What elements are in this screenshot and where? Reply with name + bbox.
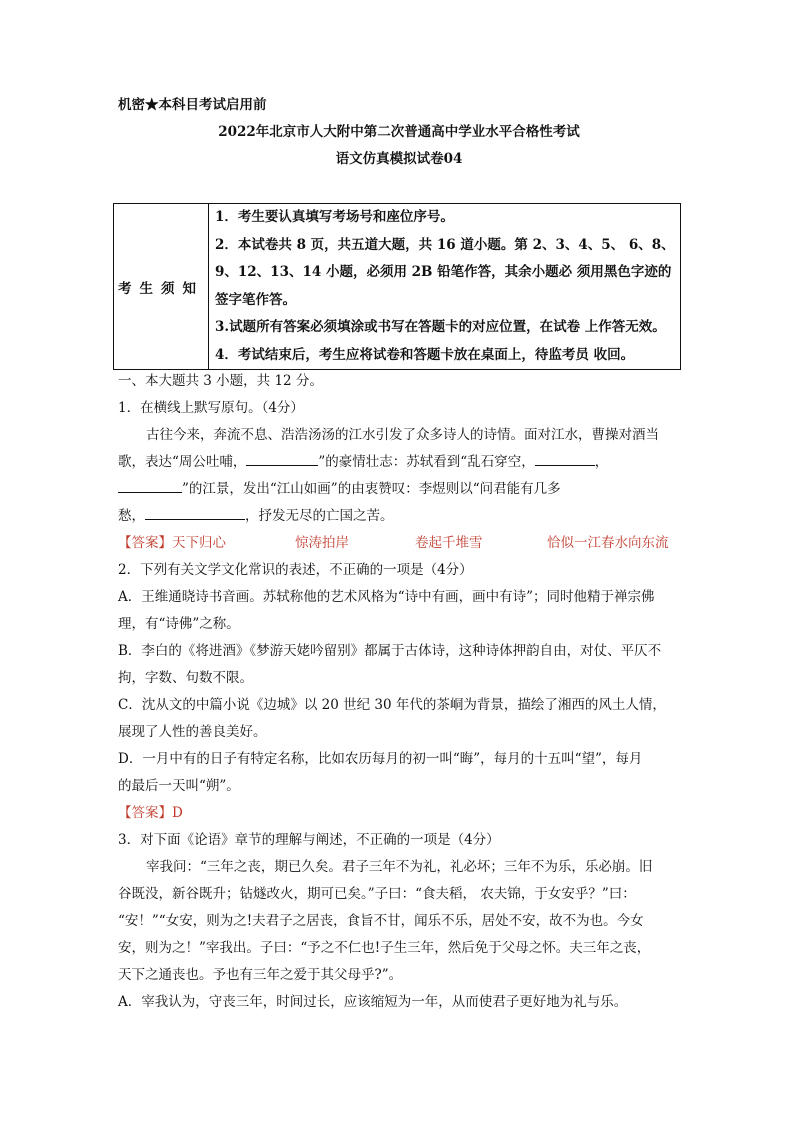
notice-label: 考生须知 (114, 204, 209, 370)
q2-stem: 2．下列有关文学文化常识的表述，不正确的一项是（4分） (118, 562, 473, 578)
notice-item: 2．本试卷共 8 页，共五道大题，共 16 道小题。第 2、3、4、5、 6、8、 (215, 236, 675, 253)
exam-title: 2022年北京市人大附中第二次普通高中学业水平合格性考试 (218, 124, 580, 140)
q2-answer-line (118, 800, 680, 827)
fill-blank[interactable] (246, 451, 318, 466)
q1-text: ，抒发无尽的亡国之苦。 (245, 508, 394, 524)
q2-option-line: D．一月中有的日子有特定名称，比如农历每月的初一叫“晦”，每月的十五叫“望”，每月 (118, 751, 643, 767)
q2-option-line: 理，有“诗佛”之称。 (118, 616, 240, 632)
q3-passage-line: 宰我问：“三年之丧，期已久矣。君子三年不为礼，礼必坏；三年不为乐，乐必崩。旧 (146, 859, 653, 875)
answer-value: D (172, 805, 183, 821)
fill-blank[interactable] (535, 451, 595, 466)
fill-blank[interactable] (145, 505, 245, 520)
q1-passage-line (118, 476, 680, 503)
q2-option-line: C．沈从文的中篇小说《边城》以 20 世纪 30 年代的茶峒为背景，描绘了湘西的风土人情， (118, 697, 666, 713)
confidential-note: 机密★本科目考试启用前 (118, 97, 267, 113)
notice-item: 4．考试结束后，考生应将试卷和答题卡放在桌面上，待监考员 收回。 (215, 346, 635, 363)
notice-item: 9、12、13、14 小题，必须用 2B 铅笔作答，其余小题必 须用黑色字迹的 (215, 264, 672, 280)
q1-text: ， (594, 454, 609, 470)
q2-option-line: A．王维通晓诗书音画。苏轼称他的艺术风格为“诗中有画，画中有诗”；同时他精于禅宗佛 (118, 589, 655, 605)
q1-answer-line (118, 530, 680, 557)
q1-text: 歌，表达“周公吐哺， (118, 454, 247, 470)
q2-option-line: 拘，字数、句数不限。 (118, 670, 253, 686)
q3-stem: 3．对下面《论语》章节的理解与阐述，不正确的一项是（4分） (118, 832, 500, 848)
answer-tag: 【答案】 (118, 805, 172, 821)
answer-value: 天下归心 (172, 535, 226, 551)
q1-text: ”的豪情壮志：苏轼看到“乱石穿空， (318, 454, 535, 470)
q1-text: 愁， (118, 508, 145, 524)
answer-value: 惊涛拍岸 (295, 535, 349, 551)
q3-passage-line: 谷既没，新谷既升；钻燧改火，期可已矣。”子曰：“食夫稻， 农夫锦，于女安乎？”曰： (118, 886, 636, 902)
exam-subtitle: 语文仿真模拟试卷04 (335, 151, 463, 167)
q3-passage-line: 安，则为之！”宰我出。子曰：“予之不仁也!子生三年，然后免于父母之怀。夫三年之丧， (118, 940, 651, 956)
q1-text: ”的江景，发出“江山如画”的由衷赞叹：李煜则以“问君能有几多 (182, 481, 561, 497)
fill-blank[interactable] (118, 478, 182, 493)
q1-passage-line (118, 503, 680, 530)
answer-tag: 【答案】 (118, 535, 172, 551)
notice-item: 3.试题所有答案必须填涂或书写在答题卡的对应位置，在试卷 上作答无效。 (215, 319, 666, 335)
answer-value: 卷起千堆雪 (415, 535, 483, 551)
q1-stem: 1．在横线上默写原句。（4分） (118, 400, 304, 416)
q2-option-line: B．李白的《将进酒》《梦游天姥吟留别》都属于古体诗，这种诗体押韵自由，对仗、平仄不 (118, 643, 662, 659)
notice-item: 1．考生要认真填写考场号和座位序号。 (215, 209, 454, 225)
q2-option-line: 的最后一天叫“朔”。 (118, 778, 240, 794)
q3-option-a: A．宰我认为，守丧三年，时间过长，应该缩短为一年，从而使君子更好地为礼与乐。 (118, 994, 628, 1010)
notice-item: 签字笔作答。 (215, 291, 296, 308)
q3-passage-line: 天下之通丧也。予也有三年之爱于其父母乎?”。 (118, 967, 403, 983)
section-heading: 一、本大题共 3 小题，共 12 分。 (118, 373, 323, 389)
q3-passage-line: “安！”“女安，则为之!夫君子之居丧，食旨不甘，闻乐不乐，居处不安，故不为也。今女 (118, 913, 644, 929)
q1-passage-line: 古往今来，奔流不息、浩浩汤汤的江水引发了众多诗人的诗情。面对江水，曹操对酒当 (146, 427, 659, 443)
notice-body (209, 204, 681, 370)
candidate-notice-table (113, 203, 681, 370)
q2-option-line: 展现了人性的善良美好。 (118, 724, 267, 740)
q1-passage-line (118, 449, 680, 476)
answer-value: 恰似一江春水向东流 (547, 535, 669, 551)
